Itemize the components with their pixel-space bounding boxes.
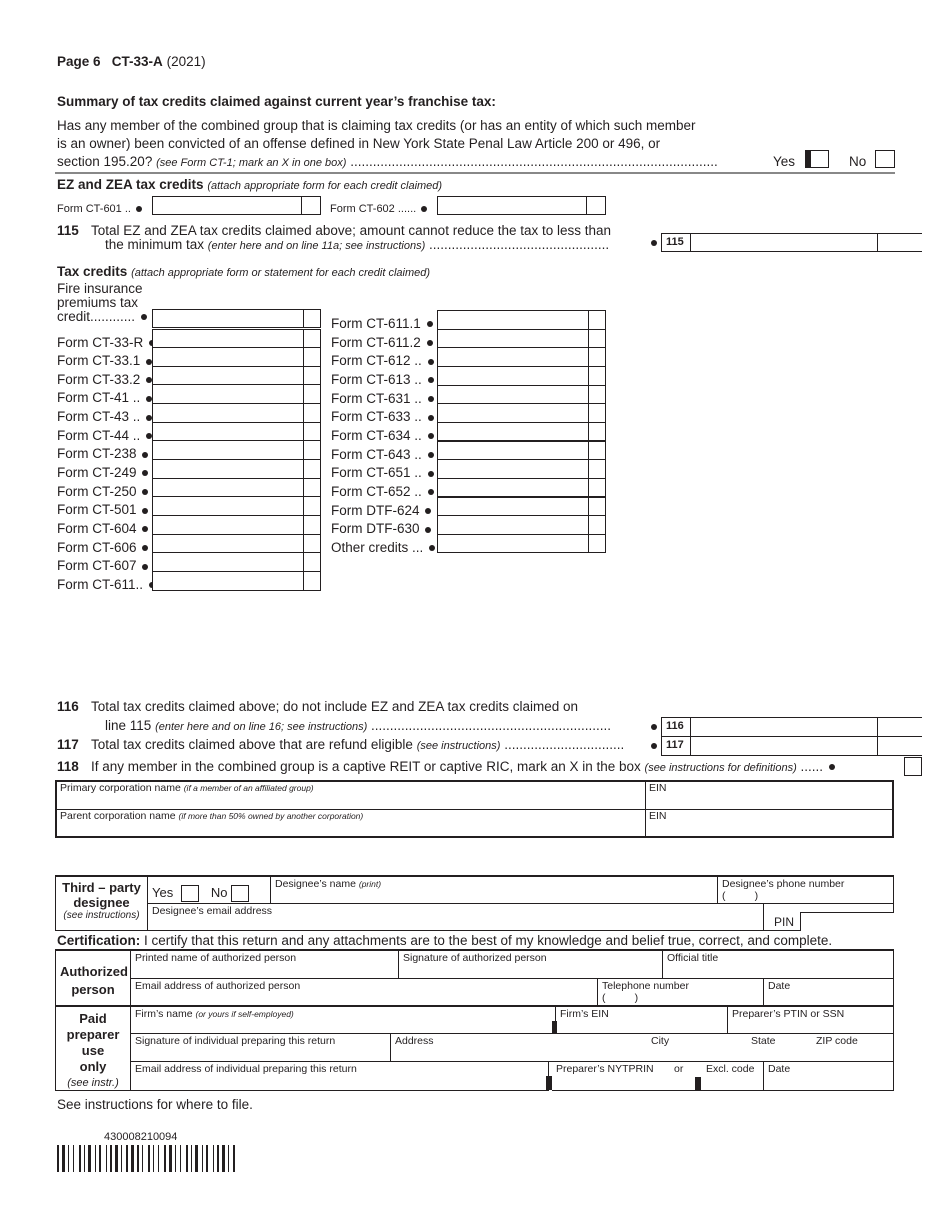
credit-form-label: Form CT-652 ..: [331, 484, 434, 499]
barcode-number: 430008210094: [104, 1131, 178, 1143]
yes-label: Yes: [773, 154, 796, 169]
credit-amount-field[interactable]: [437, 515, 606, 535]
conviction-no-checkbox[interactable]: [875, 150, 895, 168]
fire-insurance-label: Fire insurance premiums tax credit............: [57, 282, 147, 324]
firm-name-field[interactable]: Firm’s name (or yours if self-employed): [130, 1006, 556, 1034]
bullet-icon: [651, 743, 657, 749]
nytprin-field[interactable]: Preparer’s NYTPRIN or Excl. code: [552, 1061, 764, 1091]
credit-amount-field[interactable]: [152, 552, 321, 572]
credit-amount-field[interactable]: [152, 329, 321, 349]
credit-form-label: Form CT-611.1: [331, 316, 433, 331]
barcode-bar: [186, 1145, 188, 1172]
credit-amount-field[interactable]: [437, 422, 606, 442]
barcode-bar: [217, 1145, 219, 1172]
bullet-icon: [651, 240, 657, 246]
primary-corporation-name-field[interactable]: Primary corporation name (if a member of an affiliated group): [56, 781, 646, 810]
tax-credits-heading: Tax credits (attach appropriate form or statement for each credit claimed): [57, 264, 431, 279]
bullet-icon: [651, 724, 657, 730]
credit-amount-field[interactable]: [152, 384, 321, 404]
line116-box-label: 116: [661, 717, 691, 737]
designee-yes-checkbox[interactable]: [181, 885, 199, 902]
line115-box-label: 115: [661, 233, 691, 252]
credit-form-label: Form CT-249: [57, 465, 148, 480]
credit-form-label: Form CT-250: [57, 484, 148, 499]
credit-amount-field[interactable]: [437, 534, 606, 554]
credit-form-label: Form CT-238: [57, 446, 148, 461]
credit-form-label: Form CT-33.2: [57, 372, 152, 387]
barcode-bar: [148, 1145, 150, 1172]
barcode-bar: [106, 1145, 107, 1172]
barcode-bar: [228, 1145, 229, 1172]
barcode-bar: [79, 1145, 81, 1172]
credit-form-label: Form CT-604: [57, 521, 148, 536]
barcode-bar: [126, 1145, 128, 1172]
credit-form-label: Form CT-611..: [57, 577, 155, 592]
credit-amount-field[interactable]: [437, 403, 606, 423]
credit-amount-field[interactable]: [437, 329, 606, 349]
credit-form-label: Form CT-33-R: [57, 335, 155, 350]
credit-form-label: Form CT-44 ..: [57, 428, 152, 443]
credit-amount-field[interactable]: [437, 497, 606, 517]
line115-number: 115: [57, 223, 79, 238]
credit-form-label: Form CT-501: [57, 502, 148, 517]
telephone-field[interactable]: Telephone number ( ): [597, 978, 764, 1007]
credit-amount-field[interactable]: [152, 403, 321, 423]
preparer-email-field[interactable]: Email address of individual preparing this return: [130, 1061, 549, 1091]
page-header: Page 6 CT-33-A (2021): [57, 54, 206, 69]
barcode-bar: [73, 1145, 74, 1172]
credit-amount-field[interactable]: [152, 478, 321, 498]
barcode-bar: [110, 1145, 112, 1172]
bullet-icon: [142, 526, 148, 532]
bullet-icon: [428, 377, 434, 383]
line116-text2: line 115 (enter here and on line 16; see instructions) ................................................................: [105, 718, 612, 733]
official-title-field[interactable]: Official title: [662, 950, 894, 979]
barcode-bar: [206, 1145, 208, 1172]
bullet-icon: [428, 489, 434, 495]
credit-form-label: Form DTF-630: [331, 521, 431, 536]
designee-yes-no: Yes No: [147, 876, 271, 904]
certification-statement: Certification: I certify that this return and any attachments are to the best of my knowledge and belief true, correct, and complete.: [57, 933, 833, 948]
bullet-icon: [142, 489, 148, 495]
summary-heading: Summary of tax credits claimed against current year’s franchise tax:: [57, 94, 496, 109]
credit-amount-field[interactable]: [152, 347, 321, 367]
credit-form-label: Form CT-631 ..: [331, 391, 434, 406]
credit-amount-field[interactable]: [152, 534, 321, 554]
ct602-field[interactable]: [437, 196, 606, 215]
line116-text: Total tax credits claimed above; do not include EZ and ZEA tax credits claimed on: [91, 699, 579, 714]
conviction-yes-checkbox[interactable]: [805, 150, 829, 168]
bullet-icon: [427, 340, 433, 346]
barcode-bar: [191, 1145, 192, 1172]
barcode-bar: [202, 1145, 203, 1172]
ct601-field[interactable]: [152, 196, 321, 215]
bullet-icon: [425, 527, 431, 533]
primary-ein-field[interactable]: EIN: [645, 781, 892, 810]
no-label: No: [849, 154, 867, 169]
barcode-bar: [169, 1145, 172, 1172]
credit-amount-field[interactable]: [437, 385, 606, 405]
credit-form-label: Form CT-606: [57, 540, 148, 555]
line116-number: 116: [57, 699, 79, 714]
credit-amount-field[interactable]: [437, 459, 606, 479]
credit-amount-field[interactable]: [152, 571, 321, 591]
barcode: [57, 1145, 239, 1172]
bullet-icon: [428, 359, 434, 365]
barcode-bar: [137, 1145, 139, 1172]
ez-heading: EZ and ZEA tax credits (attach appropriate form for each credit claimed): [57, 177, 443, 192]
line117-number: 117: [57, 737, 79, 752]
barcode-bar: [84, 1145, 85, 1172]
credit-form-label: Form CT-43 ..: [57, 409, 152, 424]
bullet-icon: [429, 545, 435, 551]
line118-number: 118: [57, 759, 79, 774]
credit-amount-field[interactable]: [152, 515, 321, 535]
bullet-icon: [142, 508, 148, 514]
barcode-bar: [180, 1145, 181, 1172]
credit-form-label: Form CT-33.1: [57, 353, 152, 368]
credit-amount-field[interactable]: [152, 440, 321, 460]
line117-box-label: 117: [661, 736, 691, 756]
barcode-bar: [88, 1145, 91, 1172]
credit-amount-field[interactable]: [437, 347, 606, 367]
barcode-bar: [99, 1145, 101, 1172]
authorized-email-field[interactable]: Email address of authorized person: [130, 978, 598, 1007]
designee-title: Third – party designee (see instructions): [55, 876, 148, 931]
credit-amount-field[interactable]: [152, 459, 321, 479]
where-to-file: See instructions for where to file.: [57, 1097, 253, 1112]
credit-form-label: Form CT-633 ..: [331, 409, 434, 424]
ct601-label: Form CT-601 ..: [57, 203, 142, 215]
credit-form-label: Form CT-651 ..: [331, 465, 434, 480]
line115-text: Total EZ and ZEA tax credits claimed above; amount cannot reduce the tax to less than: [91, 223, 612, 238]
credit-amount-field[interactable]: [437, 478, 606, 498]
credit-form-label: Form CT-612 ..: [331, 353, 434, 368]
preparer-address-field[interactable]: Address City State ZIP code: [390, 1033, 894, 1062]
credit-form-label: Form DTF-624: [331, 503, 431, 518]
credit-amount-field[interactable]: [437, 366, 606, 386]
bullet-icon: [428, 396, 434, 402]
bullet-icon: [428, 471, 434, 477]
barcode-bar: [131, 1145, 134, 1172]
credit-amount-field[interactable]: [152, 496, 321, 516]
credit-amount-field[interactable]: [437, 441, 606, 461]
question-line1: Has any member of the combined group that is claiming tax credits (or has an entity of which such member: [57, 118, 696, 133]
barcode-bar: [62, 1145, 65, 1172]
credit-amount-field[interactable]: [437, 310, 606, 330]
bullet-icon: [427, 321, 433, 327]
bullet-icon: [425, 508, 431, 514]
parent-corporation-name-field[interactable]: Parent corporation name (if more than 50% owned by another corporation): [56, 809, 646, 836]
credit-form-label: Other credits ...: [331, 540, 435, 555]
bullet-icon: [142, 452, 148, 458]
question-line2: is an owner) been convicted of an offense defined in New York State Penal Law Article 200 or 496, or: [57, 136, 661, 151]
designee-no-checkbox[interactable]: [231, 885, 249, 902]
pin-field[interactable]: [800, 912, 894, 931]
barcode-bar: [142, 1145, 143, 1172]
credit-form-label: Form CT-613 ..: [331, 372, 434, 387]
firm-ein-field[interactable]: Firm’s EIN: [555, 1006, 728, 1034]
barcode-bar: [213, 1145, 214, 1172]
bullet-icon: [428, 452, 434, 458]
line115-field[interactable]: [690, 233, 922, 252]
barcode-bar: [158, 1145, 159, 1172]
bullet-icon: [142, 470, 148, 476]
credit-amount-field[interactable]: [152, 422, 321, 442]
captive-reit-checkbox[interactable]: [904, 757, 922, 776]
barcode-bar: [57, 1145, 59, 1172]
pin-cell: PIN: [763, 903, 894, 931]
bullet-icon: [142, 564, 148, 570]
preparer-signature-field[interactable]: Signature of individual preparing this return: [130, 1033, 391, 1062]
designee-name-field[interactable]: Designee’s name (print): [270, 876, 718, 904]
credit-form-label: Form CT-41 ..: [57, 390, 152, 405]
question-line3: section 195.20? (see Form CT-1; mark an X in one box) ..................................................................................................: [57, 154, 718, 169]
barcode-bar: [68, 1145, 69, 1172]
divider: [55, 172, 895, 174]
line118-text: If any member in the combined group is a captive REIT or captive RIC, mark an X in the box (see instructions for definitions) ......: [91, 759, 835, 774]
barcode-bar: [95, 1145, 96, 1172]
signature-field[interactable]: Signature of authorized person: [398, 950, 663, 979]
credit-form-label: Form CT-611.2: [331, 335, 433, 350]
authorized-title: Authorized person: [55, 950, 131, 1007]
ptin-field[interactable]: Preparer’s PTIN or SSN: [727, 1006, 894, 1034]
barcode-bar: [164, 1145, 166, 1172]
printed-name-field[interactable]: Printed name of authorized person: [130, 950, 399, 979]
fire-insurance-field[interactable]: [152, 309, 321, 328]
credit-form-label: Form CT-607: [57, 558, 148, 573]
line115-text2: the minimum tax (enter here and on line 11a; see instructions) ................................................: [105, 237, 610, 252]
barcode-bar: [175, 1145, 176, 1172]
bullet-icon: [142, 545, 148, 551]
credit-amount-field[interactable]: [152, 366, 321, 386]
preparer-title: Paid preparer use only (see instr.): [55, 1006, 131, 1091]
barcode-bar: [222, 1145, 225, 1172]
bullet-icon: [428, 415, 434, 421]
authorized-date-field[interactable]: Date: [763, 978, 894, 1007]
barcode-bar: [115, 1145, 118, 1172]
ct602-label: Form CT-602 ......: [330, 203, 427, 215]
designee-email-field[interactable]: Designee’s email address: [147, 903, 764, 931]
parent-ein-field[interactable]: EIN: [649, 810, 667, 822]
barcode-bar: [121, 1145, 122, 1172]
line117-text: Total tax credits claimed above that are refund eligible (see instructions) ................................: [91, 737, 625, 752]
barcode-bar: [233, 1145, 235, 1172]
barcode-bar: [153, 1145, 154, 1172]
barcode-bar: [195, 1145, 198, 1172]
designee-phone-field[interactable]: Designee’s phone number ( ): [717, 876, 894, 904]
line116-field[interactable]: [690, 717, 922, 737]
line117-field[interactable]: [690, 736, 922, 756]
bullet-icon: [428, 433, 434, 439]
credit-form-label: Form CT-634 ..: [331, 428, 434, 443]
credit-form-label: Form CT-643 ..: [331, 447, 434, 462]
preparer-date-field[interactable]: Date: [763, 1061, 894, 1091]
